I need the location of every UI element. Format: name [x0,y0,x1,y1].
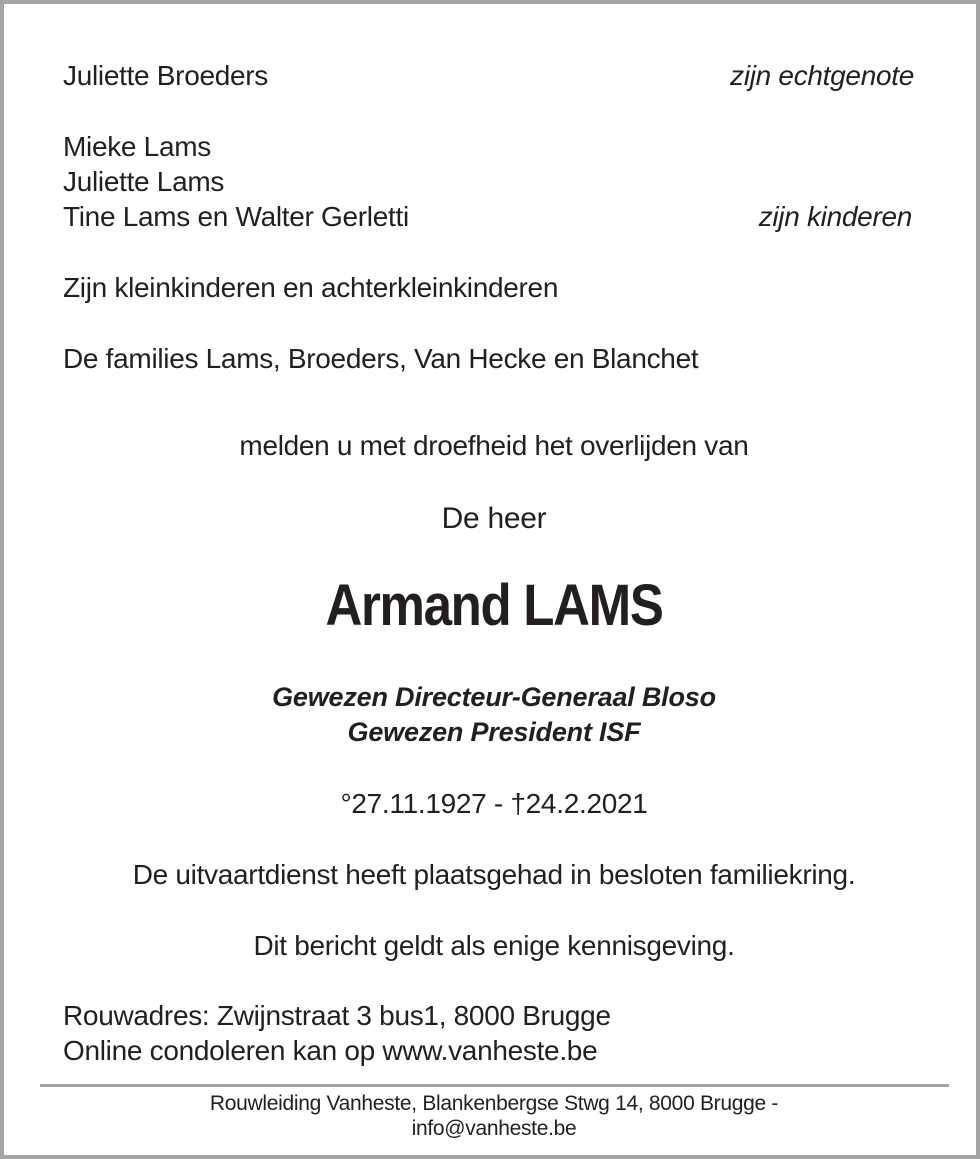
grandchildren-line: Zijn kleinkinderen en achterkleinkinderen [63,272,559,303]
title-line: Gewezen Directeur-Generaal Bloso [272,682,716,712]
salutation: De heer [441,502,547,535]
children-role: zijn kinderen [758,201,912,232]
mourning-address: Rouwadres: Zwijnstraat 3 bus1, 8000 Brugge [63,1000,611,1031]
life-dates: °27.11.1927 - †24.2.2021 [340,788,648,819]
funeral-note: De uitvaartdienst heeft plaatsgehad in besloten familiekring. [132,859,856,890]
footer-email: info@vanheste.be [411,1117,577,1140]
announcement-line: melden u met droefheid het overlijden van [239,430,749,461]
spouse-role: zijn echtgenote [730,60,914,91]
online-condolence-line: Online condoleren kan op www.vanheste.be [63,1035,598,1066]
deceased-name: Armand LAMS [325,573,663,638]
footer-address: Rouwleiding Vanheste, Blankenbergse Stwg 14, 8000 Brugge - [209,1092,779,1115]
child-name: Juliette Lams [63,166,225,197]
title-line: Gewezen President ISF [347,717,641,747]
notice-note: Dit bericht geldt als enige kennisgeving. [253,930,735,961]
child-name: Tine Lams en Walter Gerletti [63,201,409,232]
divider [40,1084,949,1087]
families-line: De families Lams, Broeders, Van Hecke en Blanchet [63,343,699,374]
spouse-name: Juliette Broeders [63,60,269,91]
child-name: Mieke Lams [63,131,211,162]
